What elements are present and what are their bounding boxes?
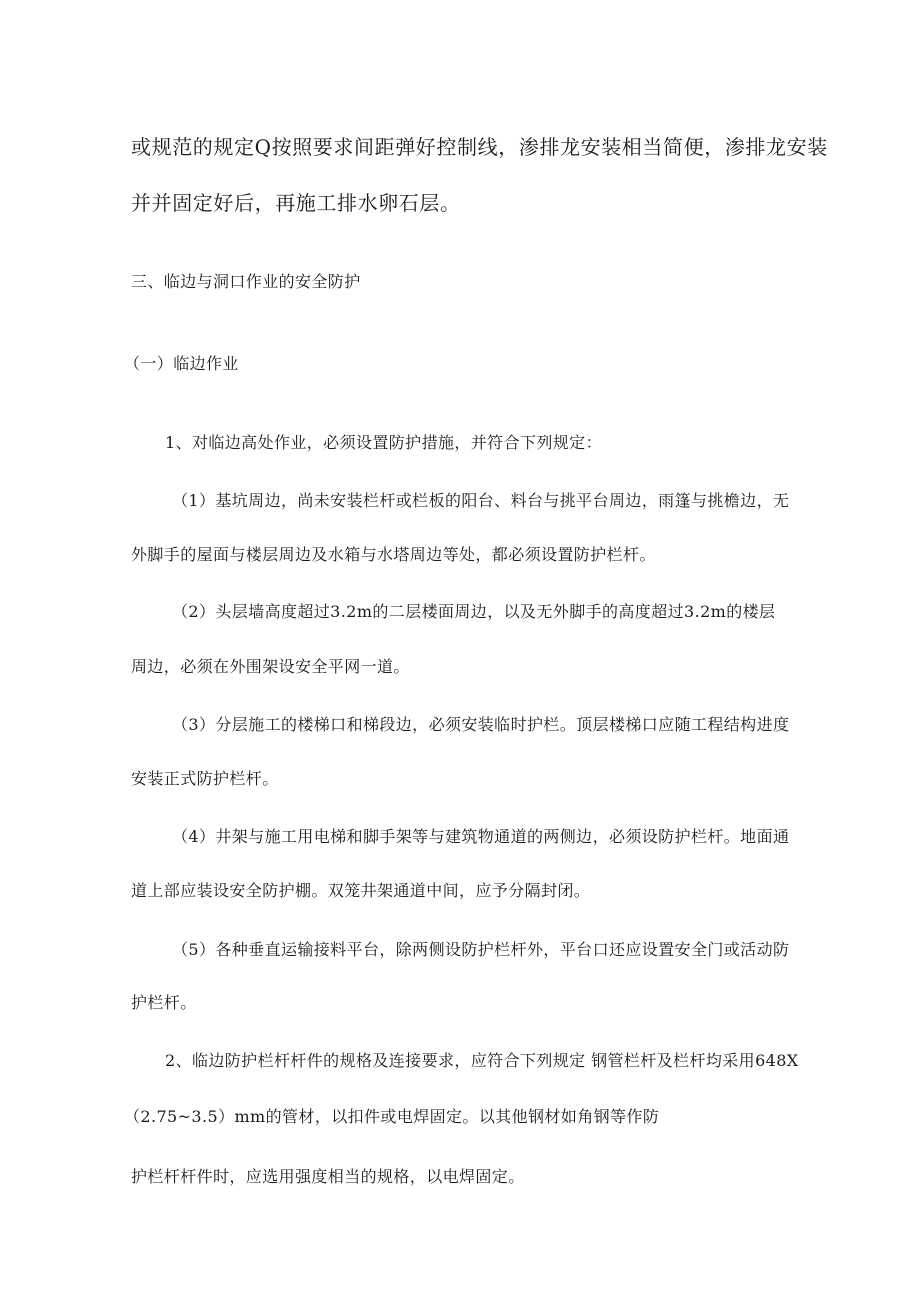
list-item-line: 外脚手的屋面与楼层周边及水箱与水塔周边等处，都必须设置防护栏杆。 [131,545,656,564]
paragraph-line: （2.75~3.5）mm的管材，以扣件或电焊固定。以其他钢材如角钢等作防 [124,1107,660,1126]
list-item-line: 护栏杆。 [131,993,197,1012]
section-heading: 三、临边与洞口作业的安全防护 [131,272,361,291]
paragraph-line: 并并固定好后，再施工排水卵石层。 [131,191,461,215]
list-item-line: （5）各种垂直运输接料平台，除两侧设防护栏杆外，平台口还应设置安全门或活动防 [172,940,790,959]
paragraph-line: 2、临边防护栏杆杆件的规格及连接要求，应符合下列规定 钢管栏杆及栏杆均采用648X [165,1051,799,1070]
paragraph-line: 护栏杆杆件时，应选用强度相当的规格，以电焊固定。 [131,1167,525,1186]
subsection-heading: （一）临边作业 [124,354,239,373]
paragraph-line: 1、对临边高处作业，必须设置防护措施，并符合下列规定： [165,433,602,452]
list-item-line: 安装正式防护栏杆。 [131,769,279,788]
list-item-line: （3）分层施工的楼梯口和梯段边，必须安装临时护栏。顶层楼梯口应随工程结构进度 [172,715,790,734]
list-item-line: 周边，必须在外围架设安全平网一道。 [131,657,410,676]
list-item-line: （2）头层墙高度超过3.2m的二层楼面周边，以及无外脚手的高度超过3.2m的楼层 [172,602,776,621]
list-item-line: 道上部应装设安全防护棚。双笼井架通道中间，应予分隔封闭。 [131,881,591,900]
list-item-line: （4）井架与施工用电梯和脚手架等与建筑物通道的两侧边，必须设防护栏杆。地面通 [172,827,790,846]
list-item-line: （1）基坑周边，尚未安装栏杆或栏板的阳台、料台与挑平台周边，雨篷与挑檐边，无 [172,491,790,510]
paragraph-line: 或规范的规定Q按照要求间距弹好控制线，渗排龙安装相当简便，渗排龙安装 [131,135,828,159]
